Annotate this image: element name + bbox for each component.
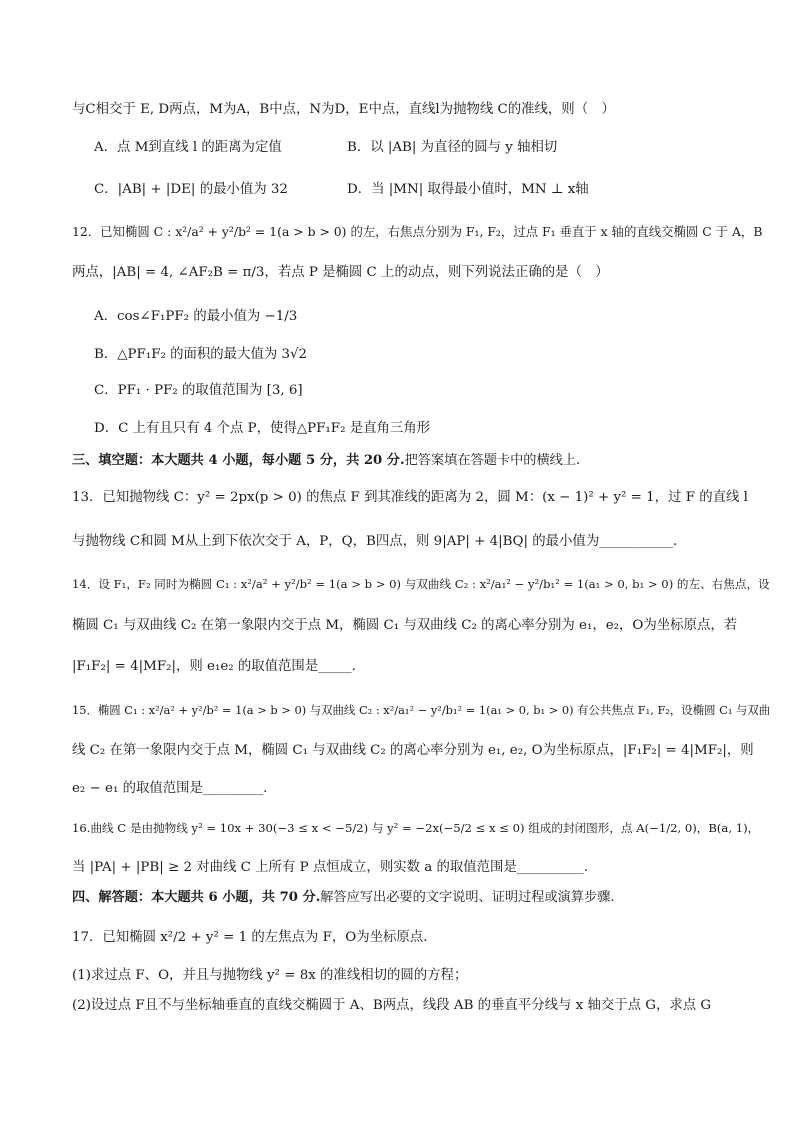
q15-stem-line2: 线 C₂ 在第一象限内交于点 M，椭圆 C₁ 与双曲线 C₂ 的离心率分别为 e₁, e₂, O为坐标原点，|F₁F₂| = 4|MF₂|，则 [72,743,754,758]
q12-option-d: D．C 上有且只有 4 个点 P，使得△PF₁F₂ 是直角三角形 [94,421,431,436]
q11-option-b: B．以 |AB| 为直径的圆与 y 轴相切 [347,140,558,155]
q12-option-b: B．△PF₁F₂ 的面积的最大值为 3√2 [94,347,308,362]
q14-stem-line2: 椭圆 C₁ 与双曲线 C₂ 在第一象限内交于点 M，椭圆 C₁ 与双曲线 C₂ 的离心率分别为 e₁，e₂，O为坐标原点，若 [72,618,738,633]
q11-option-a: A．点 M到直线 l 的距离为定值 [94,140,282,155]
q15-stem-line3: e₂ − e₁ 的取值范围是_________. [72,781,268,796]
section-answer-instruction: 解答应写出必要的文字说明、证明过程或演算步骤. [320,890,615,905]
q17-stem-line1: 17．已知椭圆 x²/2 + y² = 1 的左焦点为 F，O为坐标原点. [72,930,428,945]
section-fill-in-heading [72,451,580,471]
q12-option-c: C．PF₁ · PF₂ 的取值范围为 [3, 6] [94,383,303,398]
q12-stem-line1: 12．已知椭圆 C : x²/a² + y²/b² = 1(a > b > 0) 的左，右焦点分别为 F₁, F₂，过点 F₁ 垂直于 x 轴的直线交椭圆 C 于 A，B [72,224,763,239]
q12-stem-line2: 两点，|AB| = 4, ∠AF₂B = π/3，若点 P 是椭圆 C 上的动点，则下列说法正确的是（ ） [72,265,609,280]
q14-stem-line3: |F₁F₂| = 4|MF₂|，则 e₁e₂ 的取值范围是_____. [72,659,356,674]
q12-option-a: A．cos∠F₁PF₂ 的最小值为 −1/3 [94,309,298,324]
section-answer-heading [72,888,615,908]
section-fill-in-instruction: 把答案填在答题卡中的横线上. [404,453,581,468]
q13-stem-line1: 13．已知抛物线 C：y² = 2px(p > 0) 的焦点 F 到其准线的距离为 2，圆 M：(x − 1)² + y² = 1，过 F 的直线 l [72,490,748,505]
q15-stem-line1: 15．椭圆 C₁ : x²/a² + y²/b² = 1(a > b > 0) 与双曲线 C₂ : x²/a₁² − y²/b₁² = 1(a₁ > 0, b₁ > 0) 有公共焦点 F₁, F₂，设椭圆 C₁ 与双曲 [72,703,771,717]
q16-stem-line2: 当 |PA| + |PB| ≥ 2 对曲线 C 上所有 P 点恒成立，则实数 a 的取值范围是__________. [72,860,589,875]
q11-continuation: 与C相交于 E, D两点，M为A，B中点，N为D，E中点，直线l为抛物线 C的准线，则（ ） [72,102,615,117]
q17-part2: (2)设过点 F且不与坐标轴垂直的直线交椭圆于 A、B两点，线段 AB 的垂直平分线与 x 轴交于点 G，求点 G [72,998,712,1013]
q13-stem-line2: 与抛物线 C和圆 M从上到下依次交于 A，P，Q，B四点，则 9|AP| + 4|BQ| 的最小值为___________. [72,534,678,549]
section-fill-in-title: 三、填空题：本大题共 4 小题，每小题 5 分，共 20 分. [72,453,405,468]
q11-option-d: D．当 |MN| 取得最小值时，MN ⊥ x轴 [347,182,589,197]
section-answer-title: 四、解答题：本大题共 6 小题，共 70 分. [72,890,321,905]
q17-part1: (1)求过点 F、O，并且与抛物线 y² = 8x 的准线相切的圆的方程； [72,968,468,983]
q14-stem-line1: 14．设 F₁，F₂ 同时为椭圆 C₁ : x²/a² + y²/b² = 1(a > b > 0) 与双曲线 C₂ : x²/a₁² − y²/b₁² = 1(a₁ > 0, b₁ > 0) 的左、右焦点，设 [72,577,770,591]
q16-stem-line1: 16.曲线 C 是由抛物线 y² = 10x + 30(−3 ≤ x < −5/2) 与 y² = −2x(−5/2 ≤ x ≤ 0) 组成的封闭图形，点 A(−1/2, 0)，B(a, 1)， [72,821,760,835]
q11-option-c: C．|AB| + |DE| 的最小值为 32 [94,182,288,197]
